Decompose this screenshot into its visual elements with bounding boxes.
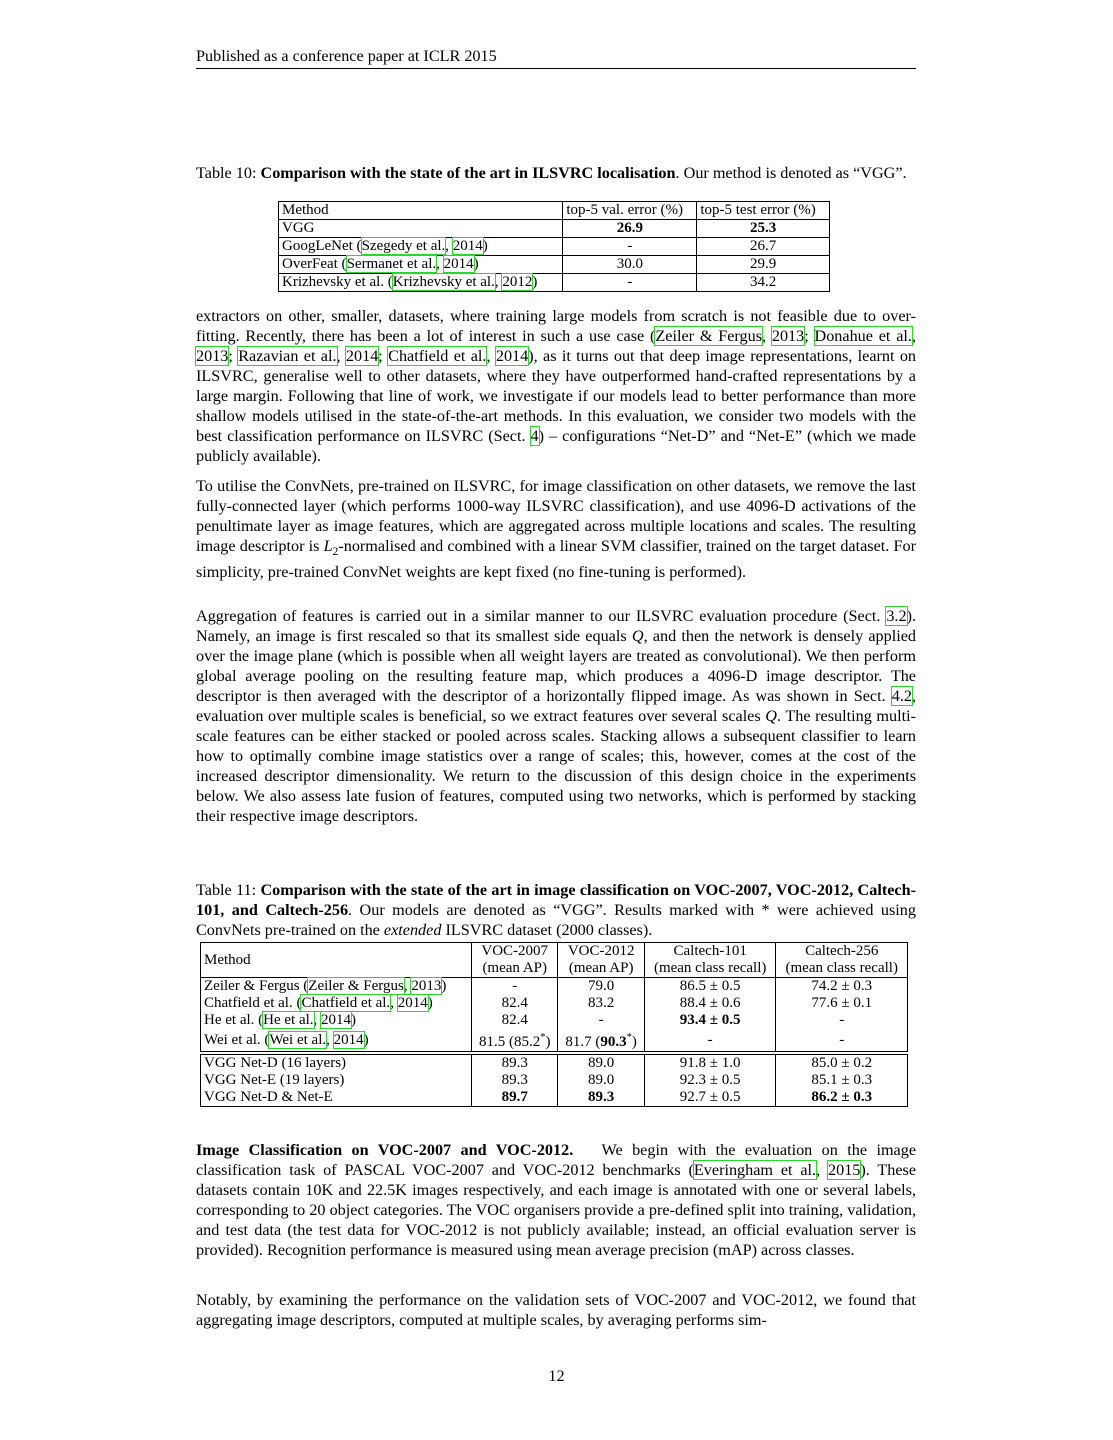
citation-link[interactable]: Chatfield et al. <box>301 995 391 1011</box>
section-heading: Image Classification on VOC-2007 and VOC-2012. <box>196 1141 574 1159</box>
col-voc2012 <box>558 943 644 978</box>
value-cell <box>472 1089 558 1107</box>
text-segment: , <box>403 978 412 994</box>
method-cell <box>201 995 472 1012</box>
value-cell <box>776 1072 908 1089</box>
text-segment: , <box>762 327 772 345</box>
value-cell <box>776 1089 908 1107</box>
math-symbol: Q <box>765 707 777 725</box>
method-cell <box>201 1012 472 1029</box>
citation-link[interactable]: 2013 <box>771 327 805 345</box>
text-segment: 92.3 ± 0.5 <box>679 1072 741 1088</box>
text-segment: ILSVRC dataset (2000 classes). <box>441 921 653 939</box>
value-cell <box>776 995 908 1012</box>
table-row <box>201 1012 908 1029</box>
header-text: Caltech-256 <box>805 943 879 959</box>
text-segment: - <box>839 1031 845 1048</box>
text-segment: ; <box>228 347 239 365</box>
col-method: Method <box>201 943 472 978</box>
citation-link[interactable]: 2014 <box>443 256 474 272</box>
test-error-cell: 34.2 <box>697 274 830 292</box>
text-segment: Comparison with the state of the art in image classification on VOC-2007, VOC-2012, Caltech-101, and Caltech-256 <box>196 881 916 919</box>
citation-link[interactable]: Szegedy et al. <box>361 238 446 254</box>
table-header-row <box>201 943 908 978</box>
value-cell <box>776 1053 908 1072</box>
text-segment: 77.6 ± 0.1 <box>811 995 873 1011</box>
value-cell <box>776 978 908 996</box>
method-cell <box>279 238 563 256</box>
citation-link[interactable]: 2014 <box>397 995 428 1011</box>
text-segment: ), as it turns out that deep image representations, learnt on ILSVRC, generalise well to other datasets, where they have outperformed hand-crafted representations by a large margin. Following that line of work, we investigate if our models lead to better performance than more shallow models utilised in the state-of-the-art methods. In this evaluation, we consider two models with the best classification performance on ILSVRC (Sect. <box>196 347 917 445</box>
text-segment: 89.3 <box>501 1055 528 1071</box>
text-segment: . The resulting multi-scale features can be either stacked or pooled across scales. Stacking allows a subsequent classifier to learn how to optimally combine image statistics over a range of scales; this, however, comes at the cost of the increased descriptor dimensionality. We return to the discussion of this design choice in the experiments below. We also assess late fusion of features, computed using two networks, which is performed by stacking their respective image descriptors. <box>196 707 917 825</box>
citation-link[interactable]: He et al. <box>263 1012 314 1028</box>
text-segment: , <box>486 347 496 365</box>
citation-link[interactable]: 2014 <box>333 1031 364 1048</box>
text-segment: ; <box>804 327 815 345</box>
caption-text: . Our method is denoted as “VGG”. <box>675 164 907 182</box>
text-segment: , <box>390 995 398 1011</box>
text-segment: 79.0 <box>588 978 615 994</box>
citation-link[interactable]: Everingham et al. <box>693 1161 817 1179</box>
value-cell <box>776 1029 908 1053</box>
value-cell <box>558 978 644 996</box>
value-cell <box>644 995 776 1012</box>
math-symbol: extended <box>383 921 442 939</box>
value-cell <box>644 978 776 996</box>
text-segment: 85.1 ± 0.3 <box>811 1072 873 1088</box>
value-cell <box>644 1029 776 1053</box>
citation-link[interactable]: Krizhevsky et al. <box>392 274 495 290</box>
text-segment: 86.2 ± 0.3 <box>811 1089 873 1105</box>
text-segment: Zeiler & Fergus ( <box>204 978 309 994</box>
value-cell <box>472 995 558 1012</box>
value-cell <box>644 1053 776 1072</box>
test-error-cell: 26.7 <box>697 238 830 256</box>
table10-caption <box>196 163 916 183</box>
paragraph-3 <box>196 606 916 826</box>
section-paragraph-1 <box>196 1140 916 1260</box>
col-test-error: top-5 test error (%) <box>697 202 830 220</box>
citation-link[interactable]: 2014 <box>495 347 529 365</box>
text-segment: 74.2 ± 0.3 <box>811 978 873 994</box>
text-segment: , <box>336 347 346 365</box>
text-segment: 82.4 <box>501 995 528 1011</box>
text-segment: 2 <box>332 546 339 559</box>
paragraph-2 <box>196 476 916 582</box>
val-error-cell: 30.0 <box>563 256 697 274</box>
table-11 <box>200 942 908 1107</box>
text-segment: Wei et al. ( <box>204 1031 270 1048</box>
val-error-cell: - <box>563 238 697 256</box>
text-segment: 88.4 ± 0.6 <box>679 995 741 1011</box>
value-cell <box>472 1012 558 1029</box>
text-segment: GoogLeNet ( <box>282 238 362 254</box>
text-segment: ) <box>351 1012 357 1028</box>
text-segment: , evaluation over multiple scales is beneficial, so we extract features over several scales <box>196 687 916 725</box>
text-segment: 89.0 <box>588 1072 615 1088</box>
citation-link[interactable]: 2013 <box>411 978 442 994</box>
value-cell <box>558 995 644 1012</box>
text-segment: 82.4 <box>501 1012 528 1028</box>
text-segment: Chatfield et al. ( <box>204 995 302 1011</box>
table-row <box>279 220 830 238</box>
text-segment: , <box>313 1012 322 1028</box>
text-segment: , and then the network is densely applied over the image plane (which is possible when all weight layers are treated as convolutional). We then perform global average pooling on the resulting feature map, which produces a 4096-D image descriptor. The descriptor is then averaged with the descriptor of a horizontally flipped image. As was shown in Sect. <box>196 627 917 705</box>
val-error-cell: 26.9 <box>563 220 697 238</box>
citation-link[interactable]: Wei et al. <box>269 1031 327 1048</box>
text-segment: VGG Net-D (16 layers) <box>204 1055 347 1071</box>
text-segment: ) <box>545 1034 551 1050</box>
method-cell <box>201 1089 472 1107</box>
value-cell <box>558 1012 644 1029</box>
text-segment: ). Namely, an image is first rescaled so that its smallest side equals <box>196 607 916 645</box>
table-row <box>279 256 830 274</box>
citation-link[interactable]: 2015 <box>828 1161 861 1179</box>
value-cell <box>558 1053 644 1072</box>
value-cell <box>644 1072 776 1089</box>
header-text: VOC-2012 <box>567 943 635 959</box>
text-segment: ; <box>378 347 389 365</box>
text-segment: ) <box>482 238 488 254</box>
text-segment: Table 11: <box>196 881 261 899</box>
table-row <box>201 995 908 1012</box>
method-cell <box>279 256 563 274</box>
text-segment: VGG Net-E (19 layers) <box>204 1072 345 1088</box>
text-segment: , <box>436 256 444 272</box>
text-segment: 89.0 <box>588 1055 615 1071</box>
table-header-row <box>279 202 830 220</box>
value-cell <box>558 1072 644 1089</box>
text-segment: VGG Net-D & Net-E <box>204 1089 333 1105</box>
val-error-cell: - <box>563 274 697 292</box>
text-segment: . Our models are denoted as “VGG”. Results marked with * were achieved using ConvNets pre-trained on the <box>196 901 916 939</box>
citation-link[interactable]: 3.2 <box>886 607 907 625</box>
text-segment: - <box>839 1012 845 1028</box>
header-subtext: (mean AP) <box>568 960 634 976</box>
text-segment: - <box>598 1012 604 1028</box>
col-method: Method <box>279 202 563 220</box>
citation-link[interactable]: Zeiler & Fergus <box>308 978 404 994</box>
text-segment: Notably, by examining the performance on the validation sets of VOC-2007 and VOC-2012, we found that aggregating image descriptors, computed at multiple scales, by averaging performs sim- <box>196 1291 916 1329</box>
table11-caption <box>196 880 916 940</box>
table-row <box>201 1072 908 1089</box>
method-cell <box>279 274 563 292</box>
citation-link[interactable]: 2014 <box>345 347 379 365</box>
table-row <box>201 978 908 996</box>
math-symbol: Q <box>631 627 644 645</box>
text-segment: , <box>445 238 453 254</box>
text-segment: , <box>816 1161 828 1179</box>
text-segment: 89.3 <box>501 1072 528 1088</box>
citation-link[interactable]: 2014 <box>452 238 483 254</box>
citation-link[interactable]: 4.2 <box>891 687 912 705</box>
text-segment: ) <box>363 1031 369 1048</box>
header-text: VOC-2007 <box>481 943 549 959</box>
text-segment: extractors on other, smaller, datasets, where training large models from scratch is not feasible due to over-fitting. Recently, there has been a lot of interest in such a use case ( <box>196 307 916 345</box>
text-segment: To utilise the ConvNets, pre-trained on ILSVRC, for image classification on other datasets, we remove the last fully-connected layer (which performs 1000-way ILSVRC classification), and use 4096-D activations of the penultimate layer as image features, which are aggregated across multiple locations and scales. The resulting image descriptor is <box>196 477 916 555</box>
table-row <box>279 238 830 256</box>
col-voc2007 <box>472 943 558 978</box>
value-cell <box>472 1029 558 1053</box>
test-error-cell: 29.9 <box>697 256 830 274</box>
citation-link[interactable]: Sermanet et al. <box>346 256 437 272</box>
text-segment: ). These datasets contain 10K and 22.5K images respectively, and each image is annotated with one or several labels, corresponding to 20 object categories. The VOC organisers provide a pre-defined split into training, validation, and test data (the test data for VOC-2012 is not publicly available; instead, an official evaluation server is provided). Recognition performance is measured using mean average precision (mAP) across classes. <box>196 1161 917 1259</box>
text-segment: 93.4 ± 0.5 <box>679 1012 741 1028</box>
table-10 <box>278 201 830 292</box>
text-segment: - <box>707 1031 713 1048</box>
method-cell <box>279 220 563 238</box>
text-segment: ) <box>441 978 447 994</box>
citation-link[interactable]: Razavian et al. <box>238 347 337 365</box>
text-segment: , <box>911 327 916 345</box>
text-segment: 83.2 <box>588 995 615 1011</box>
caption-title: Comparison with the state of the art in ILSVRC localisation <box>260 164 676 182</box>
section-paragraph-2 <box>196 1290 916 1330</box>
method-cell <box>201 1029 472 1053</box>
citation-link[interactable]: Chatfield et al. <box>388 347 487 365</box>
text-segment: ) <box>473 256 479 272</box>
math-symbol: L <box>323 537 333 555</box>
citation-link[interactable]: 2012 <box>502 274 533 290</box>
text-segment: - <box>512 978 518 994</box>
running-header: Published as a conference paper at ICLR 2015 <box>196 46 916 69</box>
text-segment: 89.7 <box>501 1089 528 1105</box>
col-caltech101 <box>644 943 776 978</box>
header-text: Caltech-101 <box>673 943 747 959</box>
value-cell <box>472 1072 558 1089</box>
table-row <box>279 274 830 292</box>
text-segment: He et al. ( <box>204 1012 264 1028</box>
table-row <box>201 1089 908 1107</box>
value-cell <box>472 1053 558 1072</box>
value-cell <box>558 1089 644 1107</box>
value-cell <box>644 1089 776 1107</box>
text-segment: ) <box>631 1034 637 1050</box>
text-segment: 81.5 (85.2 <box>478 1034 541 1050</box>
citation-link[interactable]: Donahue et al. <box>814 327 912 345</box>
table-row <box>201 1029 908 1053</box>
text-segment: Krizhevsky et al. ( <box>282 274 393 290</box>
value-cell <box>776 1012 908 1029</box>
col-val-error: top-5 val. error (%) <box>563 202 697 220</box>
text-segment: 86.5 ± 0.5 <box>679 978 741 994</box>
text-segment: 92.7 ± 0.5 <box>679 1089 741 1105</box>
page-number: 12 <box>548 1367 565 1385</box>
text-segment: OverFeat ( <box>282 256 347 272</box>
citation-link[interactable]: Zeiler & Fergus <box>655 327 762 345</box>
text-segment: 90.3 <box>600 1034 627 1050</box>
method-cell <box>201 978 472 996</box>
header-subtext: (mean class recall) <box>785 960 898 976</box>
text-segment: We begin with the evaluation on the image classification task of PASCAL VOC-2007 and VOC-2012 benchmarks ( <box>196 1141 917 1179</box>
citation-link[interactable]: 2013 <box>196 347 229 365</box>
header-subtext: (mean class recall) <box>653 960 767 976</box>
value-cell <box>472 978 558 996</box>
text-segment: * <box>540 1032 546 1043</box>
col-caltech256 <box>776 943 908 978</box>
header-subtext: (mean AP) <box>482 960 548 976</box>
text-segment: Aggregation of features is carried out in a similar manner to our ILSVRC evaluation procedure (Sect. <box>196 607 887 625</box>
table-row <box>201 1053 908 1072</box>
text-segment: -normalised and combined with a linear SVM classifier, trained on the target dataset. For simplicity, pre-trained ConvNet weights are kept fixed (no fine-tuning is performed). <box>196 537 917 582</box>
text-segment: 91.8 ± 1.0 <box>679 1055 741 1071</box>
value-cell <box>558 1029 644 1053</box>
text-segment: ) <box>532 274 538 290</box>
text-segment: 85.0 ± 0.2 <box>811 1055 873 1071</box>
text-segment: ) – configurations “Net-D” and “Net-E” (which we made publicly available). <box>196 427 916 465</box>
citation-link[interactable]: 2014 <box>321 1012 352 1028</box>
method-cell <box>201 1072 472 1089</box>
text-segment: ) <box>427 995 433 1011</box>
text-segment: 81.7 ( <box>565 1034 601 1050</box>
value-cell <box>644 1012 776 1029</box>
text-segment: VGG <box>282 220 315 236</box>
caption-label: Table 10: <box>196 164 261 182</box>
text-segment: * <box>626 1032 632 1043</box>
text-segment: , <box>494 274 503 290</box>
test-error-cell: 25.3 <box>697 220 830 238</box>
text-segment: , <box>326 1031 334 1048</box>
method-cell <box>201 1053 472 1072</box>
citation-link[interactable]: 4 <box>530 427 539 445</box>
paragraph-1 <box>196 306 916 466</box>
text-segment: 89.3 <box>588 1089 615 1105</box>
